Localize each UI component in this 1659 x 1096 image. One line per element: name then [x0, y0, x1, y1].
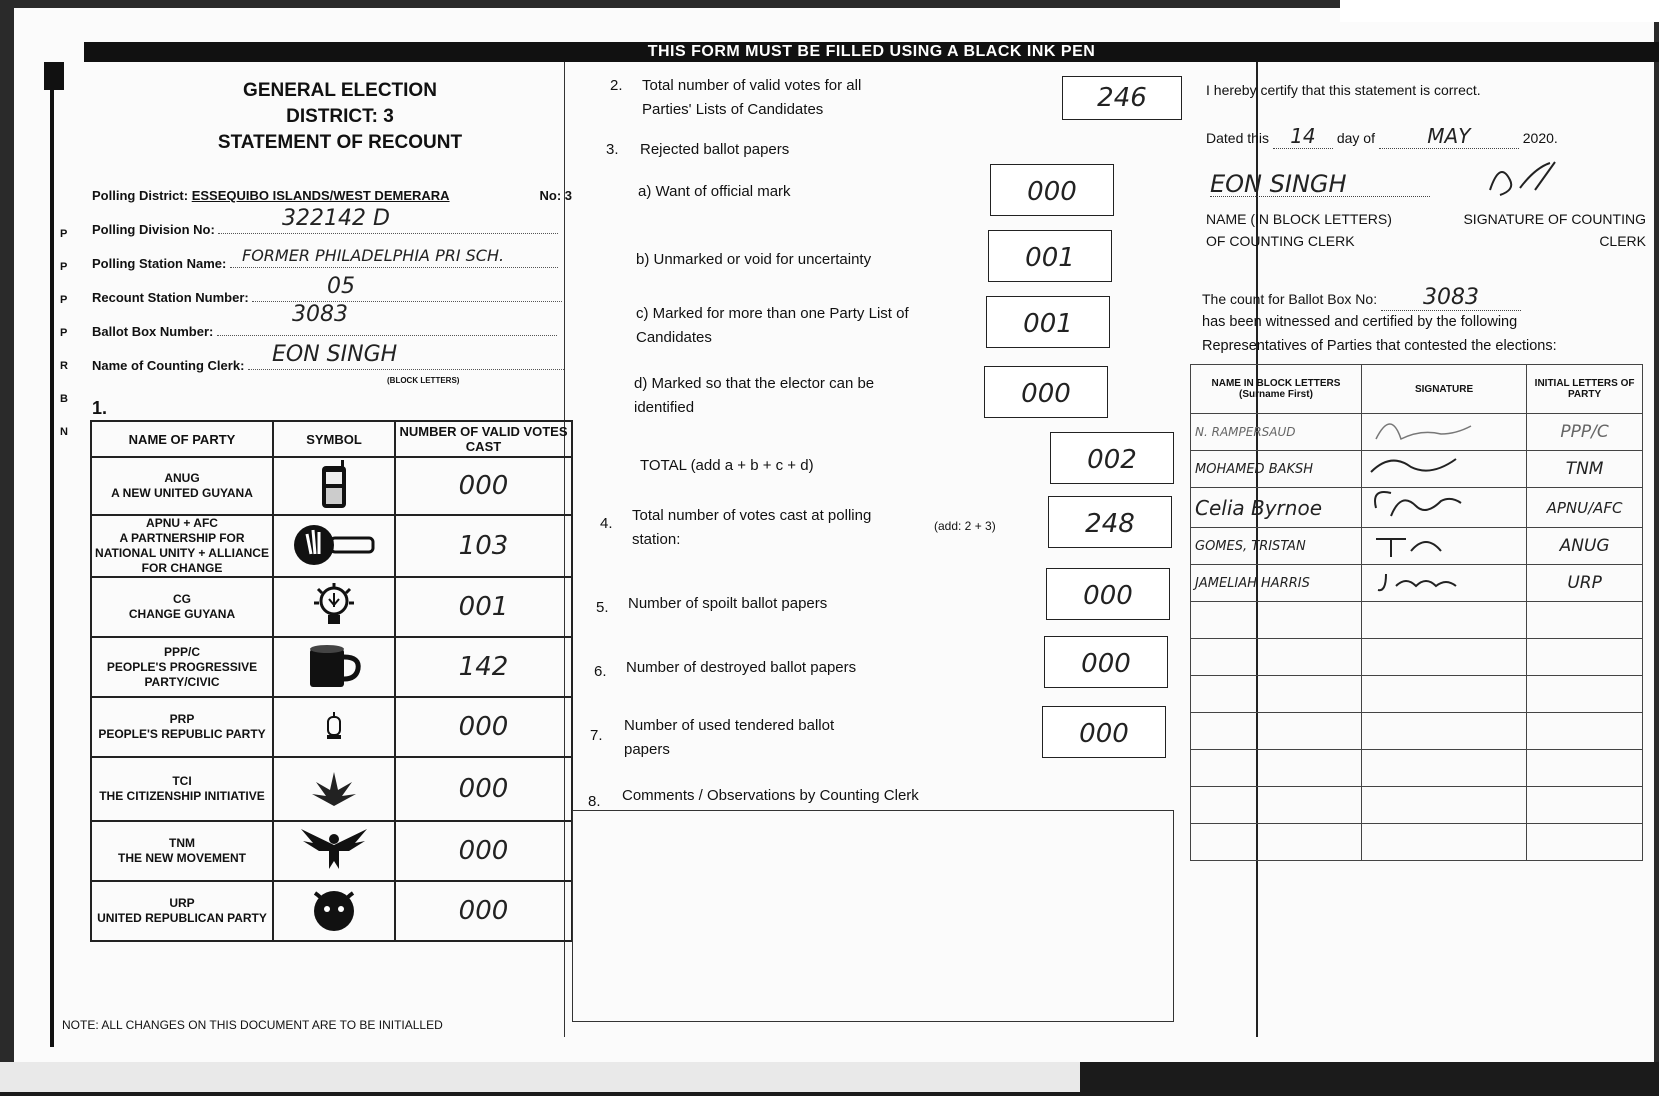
corner-mark [44, 62, 64, 90]
table-row: PRP PEOPLE'S REPUBLIC PARTY 000 [91, 697, 572, 757]
q7-label: Number of used tendered ballot papers [624, 717, 835, 758]
q2-valid-votes-box: 246 [1062, 76, 1182, 120]
table-row: ANUG A NEW UNITED GUYANA 000 [91, 457, 572, 515]
polling-division-field: Polling Division No: 322142 D [92, 222, 572, 237]
table-row [1191, 787, 1643, 824]
comments-box[interactable] [572, 810, 1174, 1022]
q2-label: Total number of valid votes for all Parties' Lists of Candidates [642, 77, 862, 118]
party-representatives-table [1190, 364, 1643, 861]
counting-clerk-field: Name of Counting Clerk: EON SINGH (BLOCK LETTERS) [92, 358, 572, 373]
q4-number: 4. [600, 515, 613, 532]
table-row: CG CHANGE GUYANA 001 [91, 577, 572, 637]
q3b-box: 001 [988, 230, 1112, 282]
table-row: PPP/C PEOPLE'S PROGRESSIVE PARTY/CIVIC 142 [91, 637, 572, 697]
table-row: TNM THE NEW MOVEMENT 000 [91, 821, 572, 881]
table-row: MOHAMED BAKSH TNM [1191, 451, 1643, 488]
q3b-label: b) Unmarked or void for uncertainty [636, 251, 872, 268]
q3-label: Rejected ballot papers [640, 141, 790, 158]
ink-instruction-banner: THIS FORM MUST BE FILLED USING A BLACK INK PEN [84, 42, 1659, 62]
q7-number: 7. [590, 727, 603, 744]
q3d-box: 000 [984, 366, 1108, 418]
q8-number: 8. [588, 793, 601, 810]
table-row: GOMES, TRISTAN ANUG [1191, 528, 1643, 565]
rep-signature [1366, 529, 1486, 559]
paper-top-strip [1340, 0, 1659, 22]
table-row: TCI THE CITIZENSHIP INITIATIVE 000 [91, 757, 572, 821]
recount-station-field: Recount Station Number: 05 [92, 290, 572, 305]
table-row [1191, 824, 1643, 861]
q3a-box: 000 [990, 164, 1114, 216]
q3a-label: a) Want of official mark [638, 183, 791, 200]
q7-box: 000 [1042, 706, 1166, 758]
q4-label: Total number of votes cast at polling station: [632, 507, 872, 548]
rep-signature [1366, 415, 1486, 445]
table-row: N. RAMPERSAUD PPP/C [1191, 414, 1643, 451]
q6-box: 000 [1044, 636, 1168, 688]
changes-note: NOTE: ALL CHANGES ON THIS DOCUMENT ARE TO BE INITIALLED [62, 1018, 443, 1032]
table-row: Celia Byrnoe APNU/AFC [1191, 488, 1643, 528]
table-row [1191, 750, 1643, 787]
section-1-number: 1. [92, 398, 108, 418]
q3c-label: c) Marked for more than one Party List of Candidates [636, 305, 909, 346]
q5-label: Number of spoilt ballot papers [628, 595, 828, 612]
q3d-label: d) Marked so that the elector can be identified [634, 375, 875, 416]
table-row: APNU + AFC A PARTNERSHIP FOR NATIONAL UNITY + ALLIANCE FOR CHANGE 103 [91, 515, 572, 577]
party-votes-table [90, 420, 573, 942]
q4-add-note: (add: 2 + 3) [934, 519, 996, 533]
table-row [1191, 639, 1643, 676]
q8-label: Comments / Observations by Counting Clerk [622, 787, 919, 804]
bull-icon [309, 885, 359, 935]
clerk-signature [1480, 160, 1570, 200]
q5-number: 5. [596, 599, 609, 616]
eagle-icon [299, 825, 369, 875]
cup-icon [304, 641, 364, 691]
table-row: JAMELIAH HARRIS URP [1191, 565, 1643, 602]
total-box: 002 [1050, 432, 1174, 484]
party-table-header: NAME OF PARTY SYMBOL NUMBER OF VALID VOTES CAST [91, 421, 572, 457]
q5-box: 000 [1046, 568, 1170, 620]
q6-number: 6. [594, 663, 607, 680]
rep-signature [1366, 452, 1486, 482]
plant-icon [302, 768, 366, 808]
q3-number: 3. [606, 141, 619, 158]
q3c-box: 001 [986, 296, 1110, 348]
table-row [1191, 713, 1643, 750]
lightbulb-icon [312, 581, 356, 631]
ballot-box-field: Ballot Box Number: 3083 [92, 324, 572, 339]
form-title: GENERAL ELECTION DISTRICT: 3 STATEMENT OF RECOUNT [217, 80, 463, 153]
name-label: NAME (IN BLOCK LETTERS) OF COUNTING CLERK [1206, 211, 1392, 249]
table-row [1191, 676, 1643, 713]
polling-station-field: Polling Station Name: FORMER PHILADELPHIA PRI SCH. [92, 256, 572, 271]
polling-district-field: Polling District: ESSEQUIBO ISLANDS/WEST DEMERARA No: 3 [92, 188, 572, 203]
phone-icon [319, 460, 349, 510]
table-row [1191, 602, 1643, 639]
scanner-bottom-edge [0, 1062, 1659, 1096]
witnessed-statement: has been witnessed and certified by the following Representatives of Parties that contested the elections: [1202, 314, 1557, 354]
total-label: TOTAL (add a + b + c + d) [640, 457, 814, 474]
dated-line: Dated this 14 day of MAY 2020. [1206, 124, 1558, 148]
q6-label: Number of destroyed ballot papers [626, 659, 857, 676]
q2-number: 2. [610, 77, 623, 94]
reps-table-header: NAME IN BLOCK LETTERS (Surname First) SIGNATURE INITIAL LETTERS OF PARTY [1191, 365, 1643, 414]
rep-signature [1366, 488, 1486, 522]
table-row: URP UNITED REPUBLICAN PARTY 000 [91, 881, 572, 941]
rep-signature [1366, 566, 1486, 596]
hand-key-icon [289, 520, 379, 570]
form-left-border [50, 62, 54, 1047]
signature-label: SIGNATURE OF COUNTING CLERK [1463, 211, 1646, 249]
margin-letters: P P P P R B N [60, 228, 68, 438]
certify-statement: I hereby certify that this statement is correct. [1206, 82, 1481, 98]
lantern-icon [324, 711, 344, 741]
count-for-line: The count for Ballot Box No: 3083 [1202, 286, 1642, 311]
q4-box: 248 [1048, 496, 1172, 548]
clerk-name-signed: EON SINGH [1210, 172, 1430, 197]
